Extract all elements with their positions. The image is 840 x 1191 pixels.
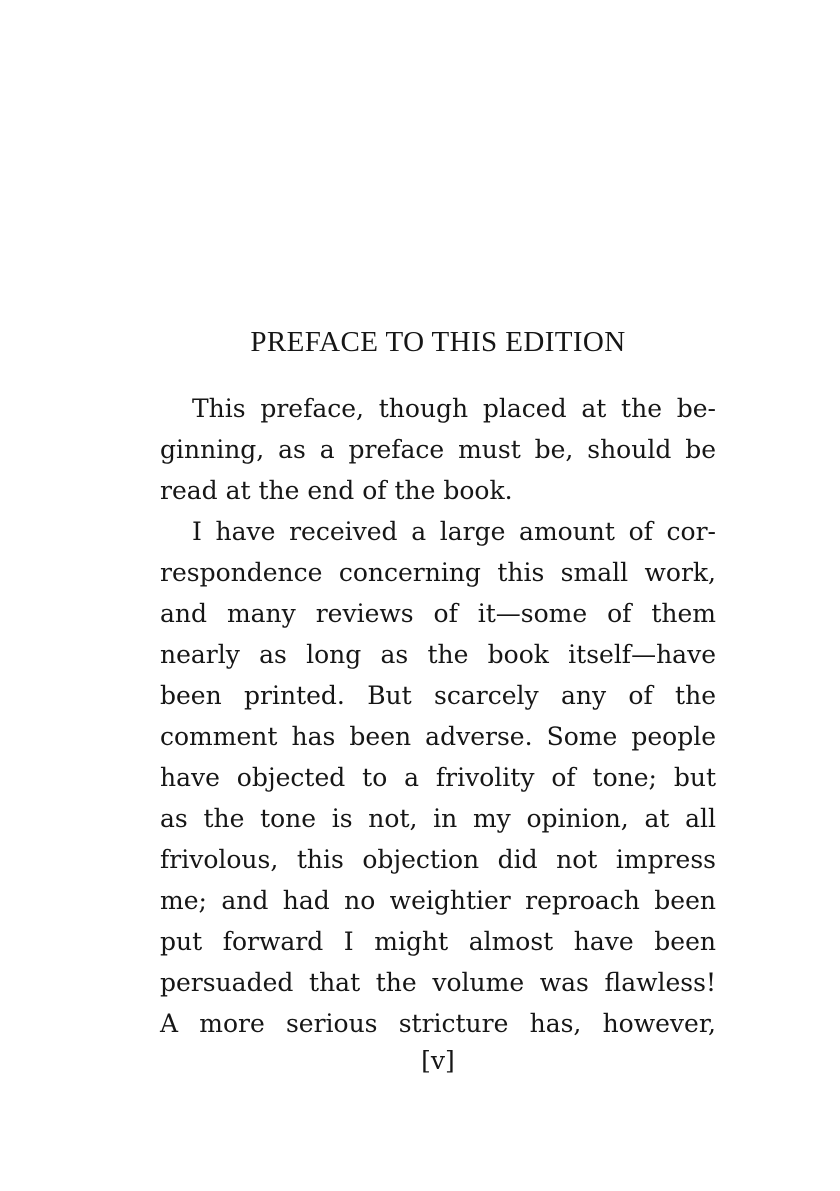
text-line: I have received a large amount of cor- [192,517,716,546]
text-line: respondence concerning this small work, [160,558,716,587]
text-line: frivolous, this objection did not impress [160,845,716,874]
text-line: me; and had no weightier reproach been [160,886,716,915]
text-line: and many reviews of it—some of them [160,599,716,628]
text-line: read at the end of the book. [160,476,513,505]
text-line: nearly as long as the book itself—have [160,640,716,669]
text-line: persuaded that the volume was flawless! [160,968,716,997]
page-number: [v] [421,1046,455,1075]
text-line: put forward I might almost have been [160,927,716,956]
text-line: been printed. But scarcely any of the [160,681,716,710]
text-line: ginning, as a preface must be, should be [160,435,716,464]
preface-body [160,388,716,1044]
text-line: as the tone is not, in my opinion, at all [160,804,716,833]
text-line: comment has been adverse. Some people [160,722,716,751]
text-line: have objected to a frivolity of tone; but [160,763,716,792]
text-line: A more serious stricture has, however, [160,1009,716,1038]
text-line: This preface, though placed at the be- [192,394,716,423]
page-title: PREFACE TO THIS EDITION [250,326,626,358]
